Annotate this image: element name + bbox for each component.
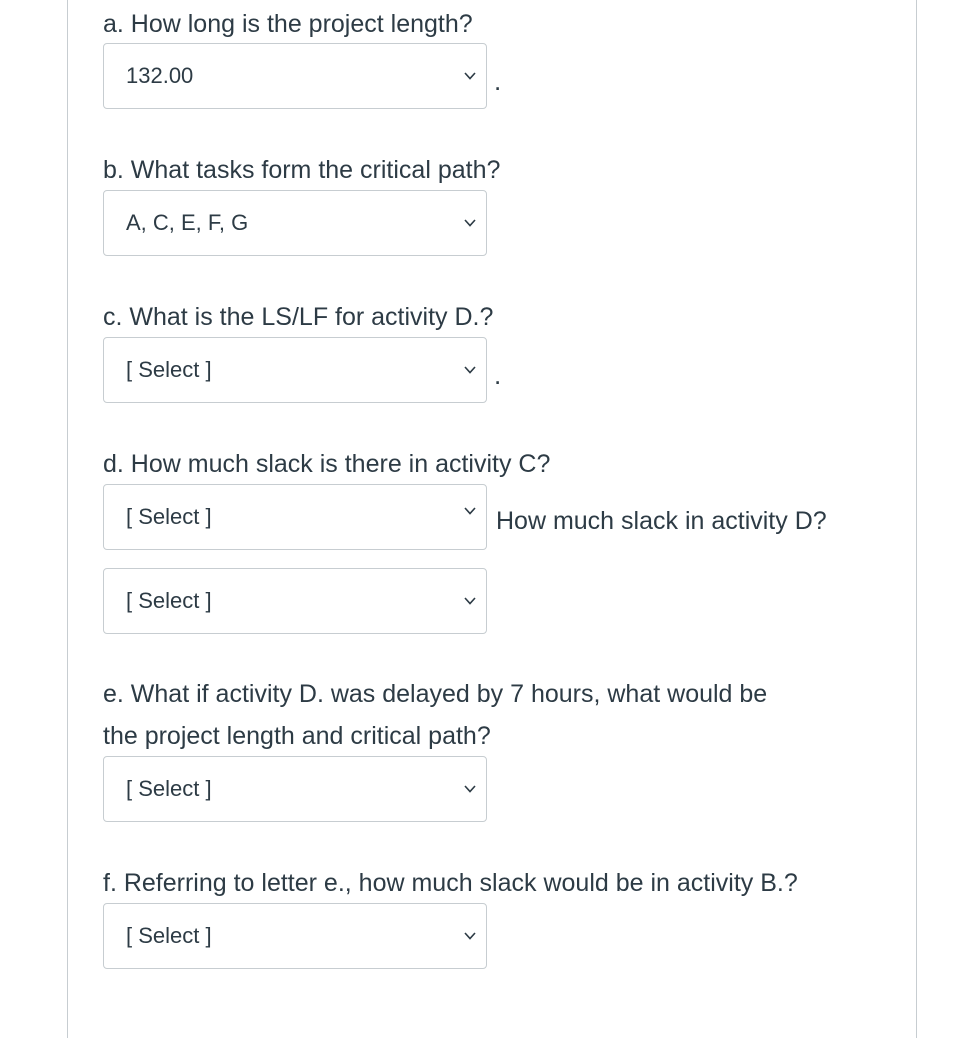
question-d-second-selected-value: [ Select ] xyxy=(126,588,212,613)
question-d-label: d. How much slack is there in activity C? xyxy=(103,450,551,478)
question-c-label: c. What is the LS/LF for activity D.? xyxy=(103,303,494,331)
question-e-label-line1: e. What if activity D. was delayed by 7 hours, what would be xyxy=(103,680,768,708)
question-f-select[interactable] xyxy=(103,903,487,969)
question-f-label: f. Referring to letter e., how much slack would be in activity B.? xyxy=(103,869,798,897)
chevron-down-icon xyxy=(462,503,478,519)
question-d-select[interactable] xyxy=(103,484,487,550)
chevron-down-icon xyxy=(462,593,478,609)
question-c-select[interactable] xyxy=(103,337,487,403)
question-c-selected-value: [ Select ] xyxy=(126,357,212,382)
chevron-down-icon xyxy=(462,781,478,797)
question-b-select[interactable] xyxy=(103,190,487,256)
question-b-selected-value: A, C, E, F, G xyxy=(126,210,249,235)
question-d-selected-value: [ Select ] xyxy=(126,504,212,529)
chevron-down-icon xyxy=(462,362,478,378)
question-e-label-line2: the project length and critical path? xyxy=(103,722,491,750)
question-d-second-select[interactable] xyxy=(103,568,487,634)
question-a-selected-value: 132.00 xyxy=(126,63,194,88)
chevron-down-icon xyxy=(462,215,478,231)
question-a-label: a. How long is the project length? xyxy=(103,10,473,38)
chevron-down-icon xyxy=(462,68,478,84)
question-b-label: b. What tasks form the critical path? xyxy=(103,156,501,184)
question-d-inline-text: How much slack in activity D? xyxy=(496,507,827,535)
question-f-selected-value: [ Select ] xyxy=(126,923,212,948)
question-e-select[interactable] xyxy=(103,756,487,822)
chevron-down-icon xyxy=(462,928,478,944)
question-e-label xyxy=(103,673,883,757)
question-e-selected-value: [ Select ] xyxy=(126,776,212,801)
question-c-period: . xyxy=(494,360,502,390)
question-a-period: . xyxy=(494,66,502,96)
question-a-select[interactable] xyxy=(103,43,487,109)
